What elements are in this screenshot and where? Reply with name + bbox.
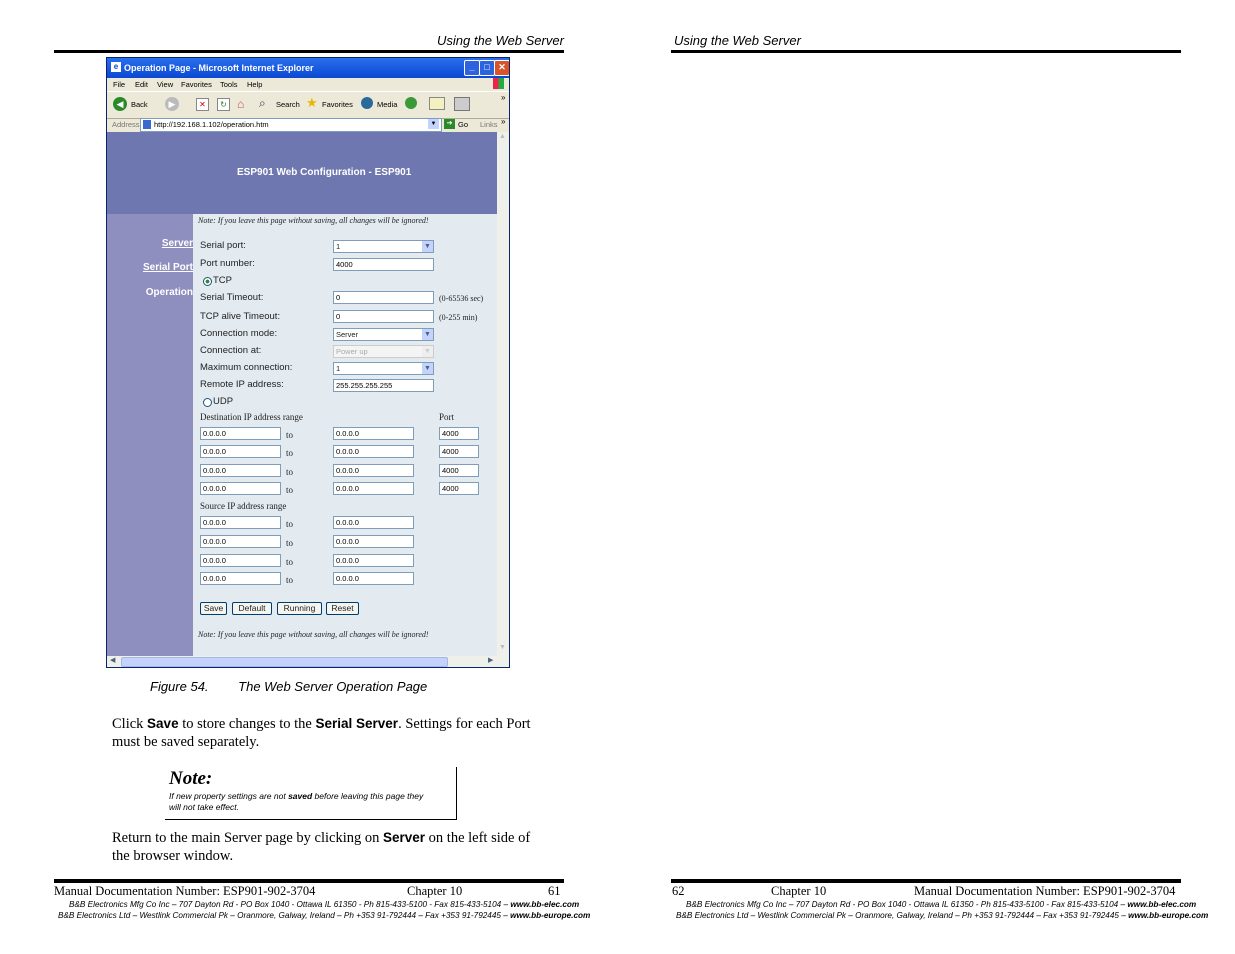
dest-from-input[interactable]: 0.0.0.0 [200, 464, 281, 477]
horizontal-scrollbar[interactable] [107, 656, 509, 667]
dest-from-input[interactable]: 0.0.0.0 [200, 427, 281, 440]
dest-to-input[interactable]: 0.0.0.0 [333, 445, 414, 458]
note-text [169, 791, 452, 813]
dest-range-label: Destination IP address range [200, 412, 303, 422]
conn-mode-select[interactable] [333, 328, 434, 341]
browser-content [107, 132, 497, 656]
note-text-bold: saved [288, 791, 313, 801]
dest-port-input[interactable]: 4000 [439, 445, 479, 458]
scroll-down-icon[interactable]: ▼ [499, 644, 506, 651]
footer-text: B&B Electronics Mfg Co Inc – 707 Dayton Rd - PO Box 1040 - Ottawa IL 61350 - Ph 815-433-5100 - Fax 815-433-5104 – [686, 900, 1128, 909]
nav-operation-link[interactable]: Operation [145, 287, 193, 298]
footer-text: B&B Electronics Ltd – Westlink Commercial Pk – Oranmore, Galway, Ireland – Ph +353 91-792444 – Fax +353 91-792445 – [676, 911, 1129, 920]
menu-favorites[interactable]: Favorites [181, 80, 212, 89]
chevron-down-icon: ▼ [422, 363, 433, 374]
remote-ip-label: Remote IP address: [200, 379, 284, 390]
ie-logo-icon: e [111, 62, 121, 72]
paragraph-save [112, 715, 572, 751]
scroll-thumb[interactable] [121, 657, 448, 667]
figure-caption [150, 679, 427, 694]
menu-bar [107, 78, 509, 90]
address-label: Address [112, 120, 140, 129]
menu-tools[interactable]: Tools [220, 80, 238, 89]
forward-icon[interactable]: ▶ [165, 97, 179, 111]
conn-at-label: Connection at: [200, 345, 262, 356]
banner-title: ESP901 Web Configuration - ESP901 [237, 167, 412, 178]
history-icon[interactable] [405, 97, 417, 109]
max-conn-label: Maximum connection: [200, 362, 293, 373]
left-page-header: Using the Web Server [437, 33, 564, 48]
left-footer-doc-number: Manual Documentation Number: ESP901-902-3704 [54, 884, 316, 898]
serial-timeout-input[interactable]: 0 [333, 291, 434, 304]
address-dropdown-icon[interactable]: ▼ [428, 119, 439, 129]
tcp-label: TCP [213, 275, 232, 286]
conn-at-select[interactable] [333, 345, 434, 358]
port-number-label: Port number: [200, 258, 255, 269]
src-to-input[interactable]: 0.0.0.0 [333, 535, 414, 548]
left-footer-chapter: Chapter 10 [407, 884, 463, 898]
menu-file[interactable]: File [113, 80, 126, 89]
footer-url: www.bb-europe.com [510, 911, 591, 920]
right-footer-chapter: Chapter 10 [771, 884, 827, 898]
right-header-rule [671, 50, 1181, 53]
menu-help[interactable]: Help [247, 80, 263, 89]
left-footer-address-us [69, 900, 579, 909]
src-to-input[interactable]: 0.0.0.0 [333, 516, 414, 529]
chevron-down-icon: ▼ [422, 329, 433, 340]
note-text-part: If new property settings are not [169, 791, 289, 801]
default-button[interactable]: Default [232, 602, 272, 615]
scroll-right-icon[interactable]: ▶ [488, 657, 494, 664]
src-range-label: Source IP address range [200, 501, 287, 511]
links-button[interactable]: Links [480, 120, 498, 129]
serial-port-label: Serial port: [200, 240, 246, 251]
src-from-input[interactable]: 0.0.0.0 [200, 535, 281, 548]
left-footer-address-eu [58, 911, 590, 920]
to-label: to [286, 467, 294, 477]
toolbar [107, 91, 509, 119]
para2-text: on the left side of [425, 830, 531, 846]
note-text-part: before leaving this page they [312, 791, 424, 801]
menu-view[interactable]: View [157, 80, 174, 89]
right-footer-doc-number: Manual Documentation Number: ESP901-902-3704 [914, 884, 1176, 898]
refresh-icon[interactable]: ↻ [217, 98, 230, 111]
dest-to-input[interactable]: 0.0.0.0 [333, 482, 414, 495]
favorites-star-icon[interactable]: ★ [306, 95, 318, 110]
serial-port-select[interactable] [333, 240, 434, 253]
go-button[interactable]: Go [458, 120, 469, 129]
left-footer-rule [54, 879, 564, 883]
back-icon[interactable]: ◀ [113, 97, 127, 111]
to-label: to [286, 430, 294, 440]
para1-text: to store changes to the [178, 716, 316, 732]
print-icon[interactable] [454, 97, 470, 111]
scroll-left-icon[interactable]: ◀ [110, 657, 116, 664]
footer-url: www.bb-elec.com [510, 900, 580, 909]
tcp-radio-icon[interactable] [203, 277, 212, 286]
operation-form [193, 214, 497, 656]
page-banner [107, 132, 497, 214]
conn-mode-label: Connection mode: [200, 328, 278, 339]
para1-text: . Settings for each Port [398, 716, 531, 732]
para2-text: Return to the main Server page by clicking on [112, 830, 383, 846]
remote-ip-input[interactable]: 255.255.255.255 [333, 379, 434, 392]
home-icon[interactable]: ⌂ [237, 97, 245, 111]
udp-label: UDP [213, 396, 234, 407]
max-conn-select[interactable] [333, 362, 434, 375]
mail-icon[interactable] [429, 97, 445, 110]
dest-from-input[interactable]: 0.0.0.0 [200, 445, 281, 458]
nav-server-link[interactable]: Server [161, 238, 193, 249]
maximize-icon[interactable]: □ [479, 60, 495, 76]
src-to-input[interactable]: 0.0.0.0 [333, 554, 414, 567]
src-from-input[interactable]: 0.0.0.0 [200, 554, 281, 567]
max-conn-value: 1 [336, 364, 341, 373]
top-note: Note: If you leave this page without saving, all changes will be ignored! [198, 216, 429, 225]
src-to-input[interactable]: 0.0.0.0 [333, 572, 414, 585]
save-button[interactable]: Save [200, 602, 227, 615]
dest-to-input[interactable]: 0.0.0.0 [333, 464, 414, 477]
media-button[interactable]: Media [377, 100, 398, 109]
scroll-up-icon[interactable]: ▲ [499, 133, 506, 140]
para1-bold-save: Save [147, 716, 179, 731]
window-title: Operation Page - Microsoft Internet Explorer [124, 63, 314, 73]
note-text-part: will not take effect. [169, 802, 239, 812]
footer-url: www.bb-elec.com [1127, 900, 1197, 909]
dest-port-input[interactable]: 4000 [439, 482, 479, 495]
serial-timeout-hint: (0-65536 sec) [439, 294, 484, 303]
close-icon[interactable]: ✕ [494, 60, 510, 76]
dest-port-input[interactable]: 4000 [439, 427, 479, 440]
tcp-alive-hint: (0-255 min) [439, 313, 478, 322]
to-label: to [286, 485, 294, 495]
to-label: to [286, 557, 294, 567]
left-nav [107, 214, 193, 656]
to-label: to [286, 448, 294, 458]
go-arrow-icon[interactable]: ➔ [444, 119, 455, 129]
paragraph-return [112, 829, 572, 865]
dest-from-input[interactable]: 0.0.0.0 [200, 482, 281, 495]
back-button[interactable]: Back [131, 100, 148, 109]
minimize-icon[interactable]: _ [464, 60, 480, 76]
para1-text: must be saved separately. [112, 734, 260, 750]
nav-serial-port-link[interactable]: Serial Port [142, 262, 193, 273]
footer-text: B&B Electronics Mfg Co Inc – 707 Dayton Rd - PO Box 1040 - Ottawa IL 61350 - Ph 815-433-5100 - Fax 815-433-5104 – [69, 900, 511, 909]
to-label: to [286, 519, 294, 529]
right-footer-address-eu [676, 911, 1208, 920]
para1-bold-serial-server: Serial Server [315, 716, 399, 731]
links-chevron-icon[interactable]: » [501, 117, 506, 126]
footer-text: B&B Electronics Ltd – Westlink Commercial Pk – Oranmore, Galway, Ireland – Ph +353 91-792444 – Fax +353 91-792445 – [58, 911, 511, 920]
conn-at-value: Power up [336, 347, 368, 356]
page-icon [143, 120, 151, 129]
left-header-rule [54, 50, 564, 53]
chevron-down-icon: ▼ [422, 346, 433, 357]
left-footer-page-number: 61 [548, 884, 561, 898]
ie-window [106, 57, 510, 668]
menu-edit[interactable]: Edit [135, 80, 148, 89]
to-label: to [286, 575, 294, 585]
serial-port-value: 1 [336, 242, 341, 251]
src-from-input[interactable]: 0.0.0.0 [200, 572, 281, 585]
right-footer-page-number: 62 [672, 884, 685, 898]
port-number-input[interactable]: 4000 [333, 258, 434, 271]
address-value: http://192.168.1.102/operation.htm [154, 120, 269, 129]
reset-button[interactable]: Reset [326, 602, 359, 615]
udp-radio-icon[interactable] [203, 398, 212, 407]
right-footer-rule [671, 879, 1181, 883]
running-button[interactable]: Running [277, 602, 322, 615]
tcp-alive-label: TCP alive Timeout: [200, 311, 281, 322]
to-label: to [286, 538, 294, 548]
search-icon[interactable]: ⌕ [259, 96, 266, 110]
chevron-down-icon: ▼ [422, 241, 433, 252]
para1-text: Click [112, 716, 148, 732]
title-bar [107, 58, 509, 78]
serial-timeout-label: Serial Timeout: [200, 292, 264, 303]
search-button[interactable]: Search [276, 100, 300, 109]
address-bar [107, 117, 509, 132]
src-from-input[interactable]: 0.0.0.0 [200, 516, 281, 529]
stop-icon[interactable]: ✕ [196, 98, 209, 111]
footer-url: www.bb-europe.com [1128, 911, 1209, 920]
dest-port-input[interactable]: 4000 [439, 464, 479, 477]
para2-text: the browser window. [112, 848, 234, 864]
figure-caption-number: Figure 54. [150, 679, 209, 694]
windows-flag-icon [493, 78, 504, 89]
address-input[interactable] [140, 118, 442, 132]
note-title: Note: [169, 768, 213, 789]
para2-bold-server: Server [383, 830, 426, 845]
port-col-label: Port [439, 412, 455, 422]
dest-to-input[interactable]: 0.0.0.0 [333, 427, 414, 440]
conn-mode-value: Server [336, 330, 359, 339]
tcp-alive-input[interactable]: 0 [333, 310, 434, 323]
favorites-button[interactable]: Favorites [322, 100, 353, 109]
figure-caption-title: The Web Server Operation Page [238, 679, 428, 694]
media-icon[interactable] [361, 97, 373, 109]
right-footer-address-us [686, 900, 1196, 909]
bottom-note: Note: If you leave this page without saving, all changes will be ignored! [198, 630, 429, 639]
vertical-scrollbar[interactable] [497, 132, 509, 656]
right-page-header: Using the Web Server [674, 33, 801, 48]
toolbar-chevron-icon[interactable]: » [501, 93, 506, 102]
